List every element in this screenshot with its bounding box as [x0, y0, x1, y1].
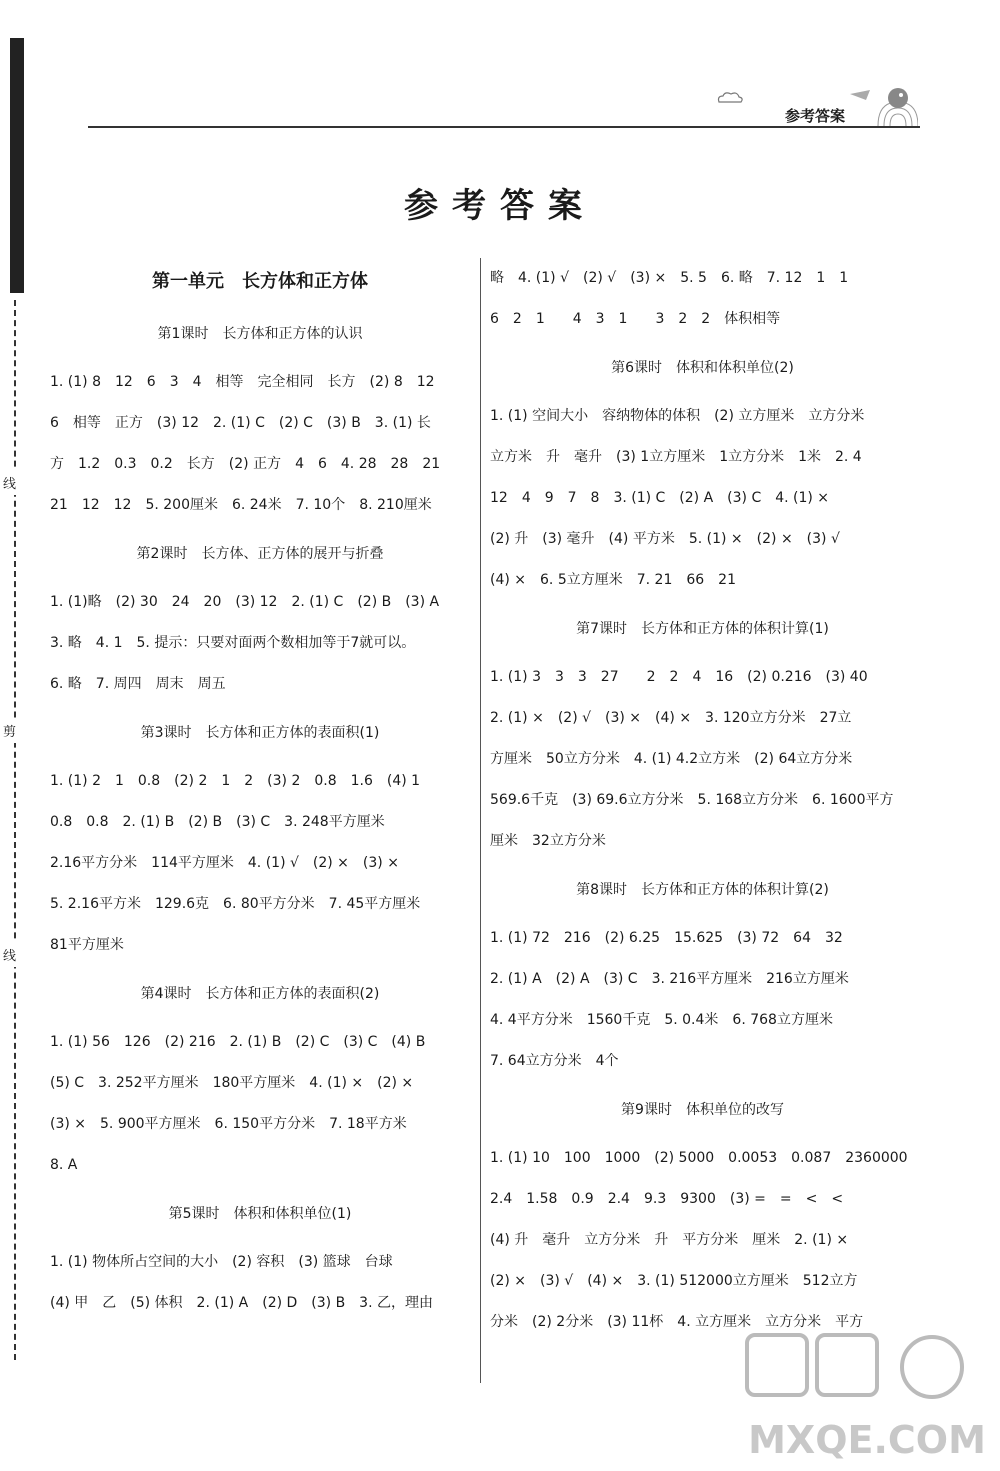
- lesson-title: 第9课时 体积单位的改写: [621, 1102, 784, 1118]
- answer-line: 12 4 9 7 8 3. (1) C (2) A (3) C 4. (1) ×: [490, 490, 830, 506]
- answer-line: 立方米 升 毫升 (3) 1立方厘米 1立方分米 1米 2. 4: [490, 449, 862, 465]
- bird-icon: [848, 82, 918, 126]
- answer-line: 1. (1) 56 126 (2) 216 2. (1) B (2) C (3) C (4) B: [50, 1034, 426, 1050]
- answer-line: 6. 略 7. 周四 周末 周五: [50, 676, 226, 692]
- answer-line: 方厘米 50立方分米 4. (1) 4.2立方米 (2) 64立方分米: [490, 751, 853, 767]
- binding-label: 剪: [3, 718, 16, 743]
- answer-line: 2. (1) A (2) A (3) C 3. 216平方厘米 216立方厘米: [490, 971, 849, 987]
- lesson-title: 第1课时 长方体和正方体的认识: [157, 326, 363, 342]
- right-column: [490, 258, 915, 1343]
- answer-line: 1. (1) 物体所占空间的大小 (2) 容积 (3) 篮球 台球: [50, 1254, 393, 1270]
- answer-line: (2) 升 (3) 毫升 (4) 平方米 5. (1) × (2) × (3) √: [490, 531, 840, 547]
- answer-line: 5. 2.16平方米 129.6克 6. 80平方分米 7. 45平方厘米: [50, 896, 421, 912]
- binding-label: 线: [3, 942, 16, 967]
- answer-line: 6 2 1 4 3 1 3 2 2 体积相等: [490, 311, 781, 327]
- answer-line: 4. 4平方分米 1560千克 5. 0.4米 6. 768立方厘米: [490, 1012, 833, 1028]
- answer-line: 6 相等 正方 (3) 12 2. (1) C (2) C (3) B 3. (1) 长: [50, 415, 431, 431]
- answer-line: 0.8 0.8 2. (1) B (2) B (3) C 3. 248平方厘米: [50, 814, 385, 830]
- left-column: [50, 258, 470, 1324]
- answer-line: (4) × 6. 5立方厘米 7. 21 66 21: [490, 572, 736, 588]
- answer-line: 1. (1) 8 12 6 3 4 相等 完全相同 长方 (2) 8 12: [50, 374, 435, 390]
- answer-line: 21 12 12 5. 200厘米 6. 24米 7. 10个 8. 210厘米: [50, 497, 432, 513]
- answer-line: 略 4. (1) √ (2) √ (3) × 5. 5 6. 略 7. 12 1 1: [490, 270, 849, 286]
- answer-line: (3) × 5. 900平方厘米 6. 150平方分米 7. 18平方米: [50, 1116, 407, 1132]
- answer-line: 2.4 1.58 0.9 2.4 9.3 9300 (3) = = < <: [490, 1191, 844, 1207]
- answer-line: (5) C 3. 252平方厘米 180平方厘米 4. (1) × (2) ×: [50, 1075, 414, 1091]
- lesson-title: 第3课时 长方体和正方体的表面积(1): [140, 725, 380, 741]
- lesson-title: 第8课时 长方体和正方体的体积计算(2): [576, 882, 829, 898]
- answer-line: 1. (1) 72 216 (2) 6.25 15.625 (3) 72 64 32: [490, 930, 843, 946]
- lesson-title: 第2课时 长方体、正方体的展开与折叠: [136, 546, 384, 562]
- answer-line: 1. (1) 空间大小 容纳物体的体积 (2) 立方厘米 立方分米: [490, 408, 865, 424]
- column-divider: [480, 258, 481, 1383]
- answer-line: 1. (1)略 (2) 30 24 20 (3) 12 2. (1) C (2) B (3) A: [50, 594, 440, 610]
- cloud-icon: [715, 90, 745, 106]
- answer-line: 厘米 32立方分米: [490, 833, 606, 849]
- answer-line: (2) × (3) √ (4) × 3. (1) 512000立方厘米 512立方: [490, 1273, 858, 1289]
- header-title: 参考答案: [784, 107, 845, 125]
- answer-line: 7. 64立方分米 4个: [490, 1053, 619, 1069]
- answer-line: 2.16平方分米 114平方厘米 4. (1) √ (2) × (3) ×: [50, 855, 399, 871]
- lesson-title: 第7课时 长方体和正方体的体积计算(1): [576, 621, 829, 637]
- binding-edge: [10, 38, 24, 293]
- page-title: 参考答案: [404, 186, 596, 226]
- lesson-title: 第6课时 体积和体积单位(2): [611, 360, 794, 376]
- answer-line: 8. A: [50, 1157, 78, 1173]
- lesson-title: 第4课时 长方体和正方体的表面积(2): [140, 986, 380, 1002]
- answer-line: 方 1.2 0.3 0.2 长方 (2) 正方 4 6 4. 28 28 21: [50, 456, 441, 472]
- watermark-logo: [742, 1333, 992, 1463]
- answer-line: (4) 升 毫升 立方分米 升 平方分米 厘米 2. (1) ×: [490, 1232, 849, 1248]
- lesson-title: 第5课时 体积和体积单位(1): [168, 1206, 352, 1222]
- answer-line: 1. (1) 2 1 0.8 (2) 2 1 2 (3) 2 0.8 1.6 (4) 1: [50, 773, 421, 789]
- answer-line: 分米 (2) 2分米 (3) 11杯 4. 立方厘米 立方分米 平方: [490, 1314, 864, 1330]
- answer-line: 3. 略 4. 1 5. 提示：只要对面两个数相加等于7就可以。: [50, 635, 416, 651]
- answer-line: 569.6千克 (3) 69.6立方分米 5. 168立方分米 6. 1600平方: [490, 792, 894, 808]
- cut-line: [14, 300, 16, 1360]
- answer-line: 1. (1) 10 100 1000 (2) 5000 0.0053 0.087 2360000: [490, 1150, 908, 1166]
- unit-title: 第一单元 长方体和正方体: [152, 271, 368, 292]
- answer-line: 81平方厘米: [50, 937, 124, 953]
- answer-line: 2. (1) × (2) √ (3) × (4) × 3. 120立方分米 27立: [490, 710, 852, 726]
- binding-label: 线: [3, 470, 16, 495]
- answer-line: 1. (1) 3 3 3 27 2 2 4 16 (2) 0.216 (3) 40: [490, 669, 868, 685]
- watermark-text: MXQE.COM: [748, 1418, 986, 1462]
- answer-line: (4) 甲 乙 (5) 体积 2. (1) A (2) D (3) B 3. 乙，理由: [50, 1295, 433, 1311]
- header-rule: [88, 126, 920, 128]
